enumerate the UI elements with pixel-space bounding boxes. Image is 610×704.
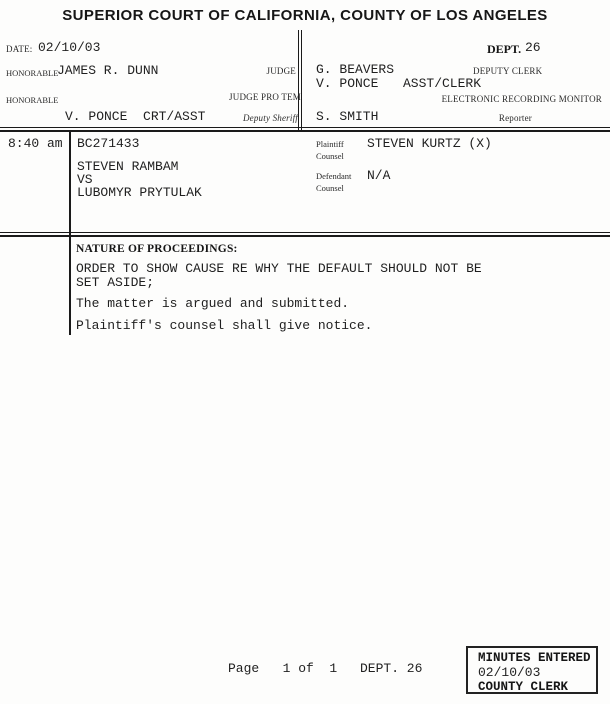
counsel-label-2: Counsel	[316, 183, 344, 193]
hearing-time: 8:40 am	[8, 136, 63, 151]
asst-clerk-title: ASST/CLERK	[403, 76, 482, 91]
minutes-entered-stamp	[466, 646, 598, 694]
vs-text: VS	[77, 172, 93, 187]
header-separator-rule	[0, 127, 610, 132]
proceedings-separator-rule	[0, 232, 610, 237]
proceedings-line: ORDER TO SHOW CAUSE RE WHY THE DEFAULT SHOULD NOT BE	[76, 261, 482, 276]
proceedings-line: SET ASIDE;	[76, 275, 155, 290]
date-value: 02/10/03	[38, 40, 101, 55]
footer-dept: DEPT. 26	[360, 661, 423, 676]
plaintiff-party-name: STEVEN RAMBAM	[77, 159, 179, 174]
deputy-clerk-label: DEPUTY CLERK	[473, 66, 543, 76]
document-title: SUPERIOR COURT OF CALIFORNIA, COUNTY OF LOS ANGELES	[62, 7, 548, 24]
recording-monitor-label: ELECTRONIC RECORDING MONITOR	[441, 94, 602, 104]
header-column-divider	[298, 30, 302, 132]
honorable-label-2: HONORABLE	[6, 95, 59, 105]
defendant-party-name: LUBOMYR PRYTULAK	[77, 185, 202, 200]
asst-clerk-name: V. PONCE	[316, 76, 379, 91]
proceedings-line: The matter is argued and submitted.	[76, 296, 350, 311]
dept-value: 26	[525, 40, 541, 55]
stamp-line-minutes-entered: MINUTES ENTERED	[478, 651, 591, 665]
proceedings-line: Plaintiff's counsel shall give notice.	[76, 318, 373, 333]
judge-pro-tem-label: JUDGE PRO TEM	[229, 92, 301, 102]
plaintiff-label: Plaintiff	[316, 139, 344, 149]
honorable-label-1: HONORABLE	[6, 68, 59, 78]
plaintiff-counsel-name: STEVEN KURTZ (X)	[367, 136, 492, 151]
judge-name: JAMES R. DUNN	[57, 63, 159, 78]
case-number: BC271433	[77, 136, 140, 151]
deputy-clerk-name: G. BEAVERS	[316, 62, 395, 77]
deputy-sheriff-name: V. PONCE CRT/ASST	[65, 109, 206, 124]
date-label: DATE:	[6, 44, 33, 54]
reporter-label: Reporter	[498, 113, 532, 123]
deputy-sheriff-label: Deputy Sheriff	[242, 113, 298, 123]
stamp-line-county-clerk: COUNTY CLERK	[478, 680, 569, 694]
counsel-label-1: Counsel	[316, 151, 344, 161]
defendant-label: Defendant	[316, 171, 352, 181]
dept-label: DEPT.	[487, 42, 522, 56]
judge-label: JUDGE	[266, 66, 296, 76]
page-indicator: Page 1 of 1	[228, 661, 338, 676]
defendant-counsel-name: N/A	[367, 168, 391, 183]
proceedings-heading: NATURE OF PROCEEDINGS:	[76, 243, 238, 255]
reporter-name: S. SMITH	[316, 109, 379, 124]
stamp-line-date: 02/10/03	[478, 664, 541, 680]
